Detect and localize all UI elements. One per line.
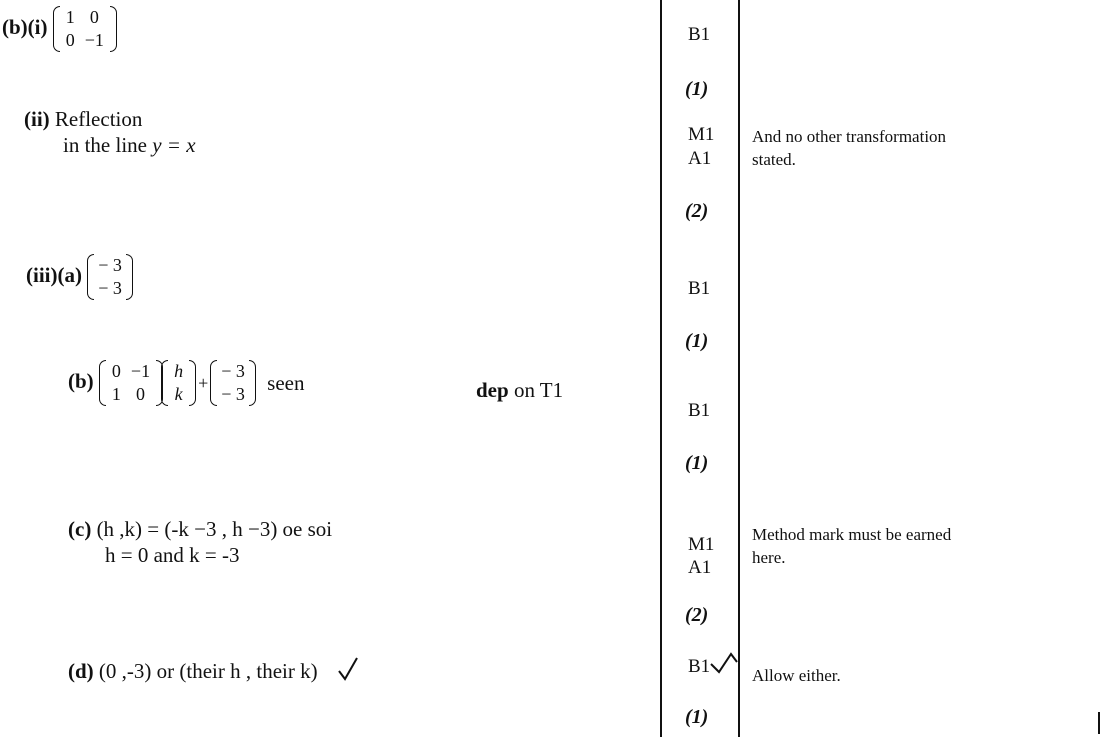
note-b-ii bbox=[752, 125, 946, 171]
check-mark-icon bbox=[337, 656, 359, 682]
mark-iii-a-total: (1) bbox=[685, 330, 709, 352]
rotation-matrix bbox=[99, 360, 163, 406]
part-b-ii-label: (ii) bbox=[24, 107, 50, 131]
note-line: And no other transformation bbox=[752, 127, 947, 146]
vector-hk bbox=[161, 360, 196, 406]
mark-iii-b-total: (1) bbox=[685, 452, 709, 474]
mark-b-ii-total: (2) bbox=[685, 200, 709, 222]
mark-iii-d-total: (1) bbox=[685, 706, 709, 728]
mark-iii-d-1 bbox=[688, 652, 740, 678]
plus-sign: + bbox=[198, 372, 209, 393]
part-iii-a-label: (iii)(a) bbox=[26, 262, 82, 287]
matrix-cell: 0 bbox=[111, 361, 121, 381]
part-b-ii-expr: y = x bbox=[152, 133, 196, 157]
vector-cell: k bbox=[174, 384, 183, 404]
note-iii-d bbox=[752, 664, 841, 687]
vector-cell: − 3 bbox=[98, 255, 122, 275]
matrix-cell: 0 bbox=[89, 7, 99, 27]
part-b-ii bbox=[24, 106, 196, 158]
note-line: Method mark must be earned bbox=[752, 525, 952, 544]
vector-cell: − 3 bbox=[221, 361, 245, 381]
part-b-ii-line2: in the line bbox=[63, 133, 153, 157]
mark-iii-d-label: B1 bbox=[688, 656, 711, 677]
part-b-i bbox=[2, 6, 117, 52]
check-mark-icon bbox=[710, 652, 740, 674]
part-iii-c-line2: h = 0 and k = -3 bbox=[105, 543, 240, 567]
matrix-cell: 0 bbox=[136, 384, 145, 404]
part-iii-c bbox=[68, 516, 332, 568]
dep-bold: dep bbox=[476, 378, 509, 402]
part-iii-a bbox=[26, 254, 133, 300]
mark-b-i-1: B1 bbox=[688, 24, 711, 45]
mark-b-ii-2: A1 bbox=[688, 148, 712, 169]
marks-column-left-border bbox=[660, 0, 662, 737]
dep-note bbox=[476, 378, 563, 403]
part-iii-b bbox=[68, 360, 304, 406]
matrix-cell: 1 bbox=[65, 7, 75, 27]
part-iii-c-line1: (h ,k) = (-k −3 , h −3) oe soi bbox=[96, 517, 333, 541]
mark-b-i-total: (1) bbox=[685, 78, 709, 100]
part-iii-d bbox=[68, 656, 359, 684]
matrix-cell: 0 bbox=[65, 30, 75, 50]
matrix-cell: 1 bbox=[111, 384, 121, 404]
vector-cell: − 3 bbox=[221, 384, 245, 404]
mark-iii-c-2: A1 bbox=[688, 557, 712, 578]
dep-rest: on T1 bbox=[508, 378, 564, 402]
marks-column-right-border bbox=[738, 0, 740, 737]
note-line: Allow either. bbox=[752, 666, 841, 685]
seen-text: seen bbox=[267, 370, 305, 395]
mark-iii-a-1: B1 bbox=[688, 278, 711, 299]
mark-iii-c-1: M1 bbox=[688, 534, 715, 555]
mark-b-ii-1: M1 bbox=[688, 124, 715, 145]
part-b-ii-line1: Reflection bbox=[54, 107, 143, 131]
matrix-cell: −1 bbox=[130, 361, 151, 381]
note-line: here. bbox=[752, 548, 786, 567]
vector-cell: − 3 bbox=[98, 278, 122, 298]
part-iii-d-text: (0 ,-3) or (their h , their k) bbox=[98, 659, 318, 683]
mark-iii-b-1: B1 bbox=[688, 400, 711, 421]
matrix-cell: −1 bbox=[84, 30, 104, 50]
part-b-i-label: (b)(i) bbox=[2, 14, 48, 39]
vector-cell: h bbox=[174, 361, 184, 381]
part-iii-b-label: (b) bbox=[68, 368, 94, 393]
note-iii-c bbox=[752, 523, 951, 569]
part-iii-d-label: (d) bbox=[68, 659, 94, 683]
part-iii-c-label: (c) bbox=[68, 517, 92, 541]
vector-add bbox=[210, 360, 256, 406]
matrix-b-i bbox=[53, 6, 117, 52]
mark-iii-c-total: (2) bbox=[685, 604, 709, 626]
note-line: stated. bbox=[752, 150, 796, 169]
vector-iii-a bbox=[87, 254, 133, 300]
